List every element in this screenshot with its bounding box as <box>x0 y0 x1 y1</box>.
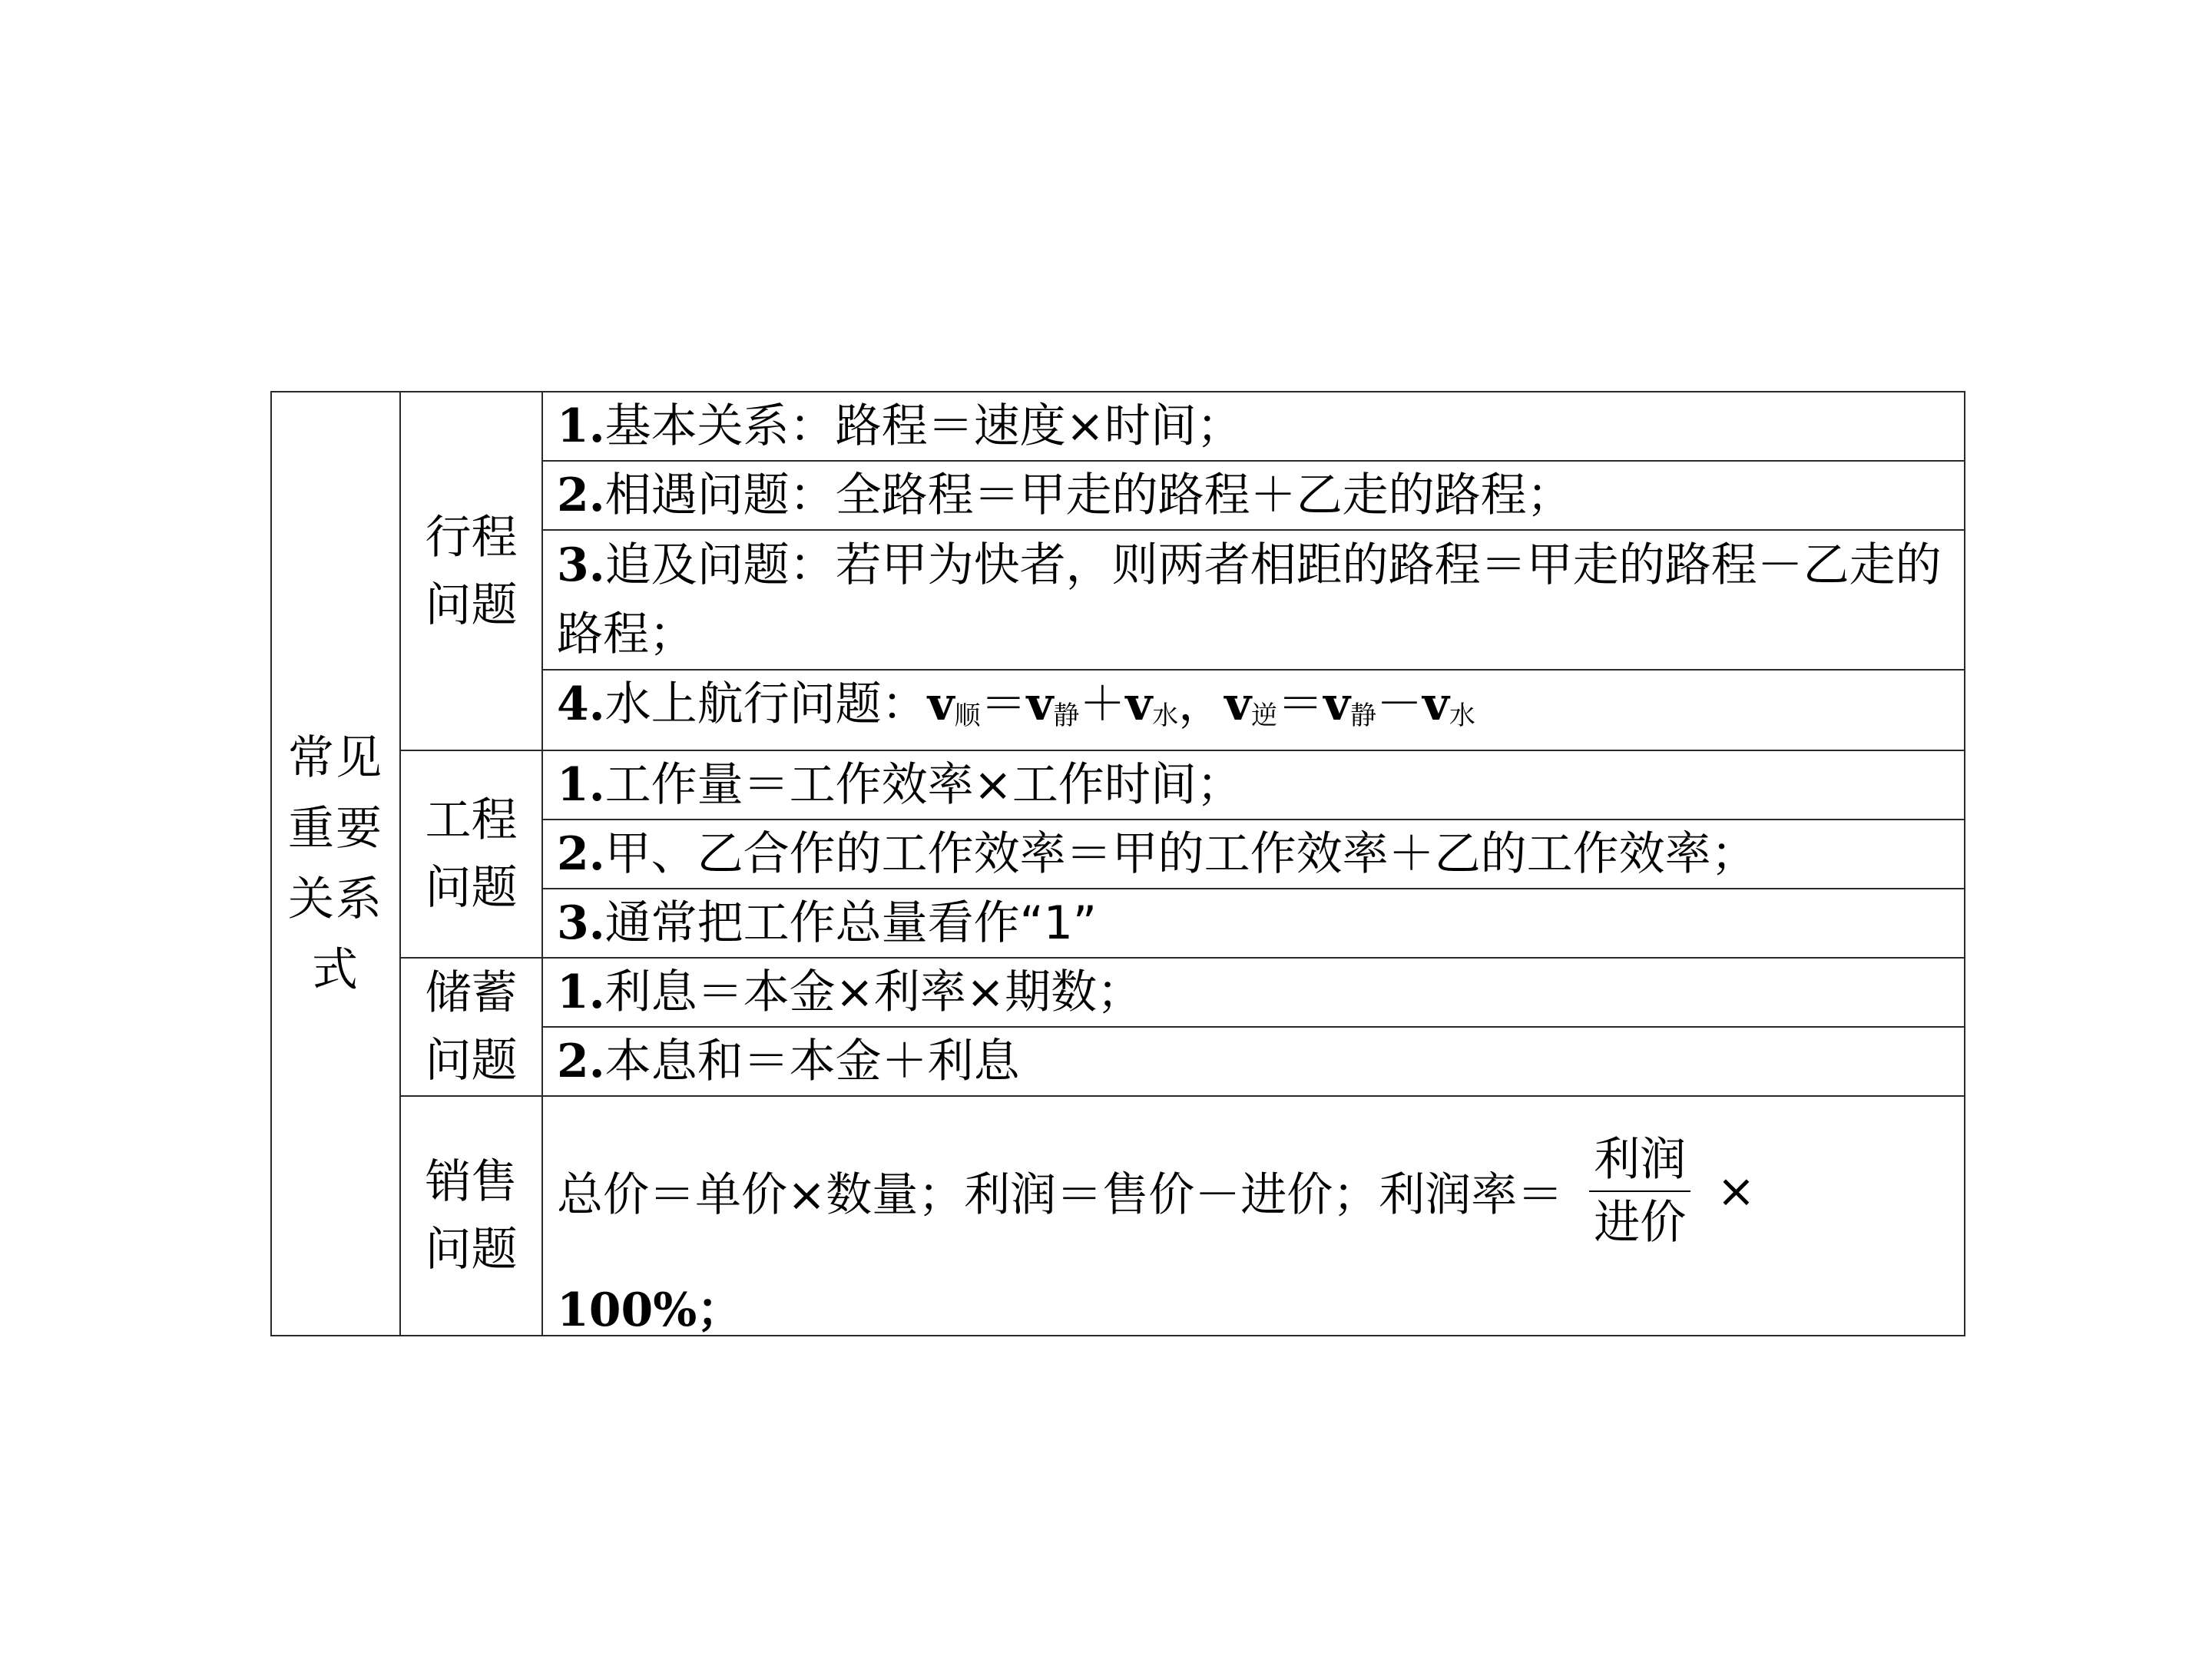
velocity-sub: 静 <box>1053 700 1080 731</box>
category-line: 式 <box>312 942 359 997</box>
item-text: 追及问题：若甲为快者，则两者相距的路程＝甲走的路程－乙走的路程； <box>557 538 1942 661</box>
savings-item-1 <box>542 958 1965 1027</box>
work-item-1 <box>542 750 1965 820</box>
fraction-numerator: 利润 <box>1589 1129 1690 1192</box>
group-label-savings <box>400 958 542 1096</box>
group-label-sales <box>400 1096 542 1336</box>
item-number: 2. <box>557 827 605 881</box>
item-text: 工作量＝工作效率×工作时间； <box>604 758 1243 812</box>
travel-item-4 <box>542 670 1965 750</box>
item-text: 水上航行问题： <box>604 677 928 731</box>
category-line: 关系 <box>288 872 383 926</box>
item-number: 3. <box>557 538 605 592</box>
item-number: 4. <box>557 677 605 731</box>
work-item-2 <box>542 820 1965 889</box>
velocity-var: v <box>1224 677 1252 731</box>
item-text: 甲、乙合作的工作效率＝甲的工作效率＋乙的工作效率； <box>604 827 1757 881</box>
item-text: 相遇问题：全路程＝甲走的路程＋乙走的路程； <box>604 469 1573 522</box>
velocity-var: v <box>1026 677 1054 731</box>
velocity-sub: 顺 <box>954 700 981 731</box>
item-number: 2. <box>557 469 605 522</box>
travel-item-1 <box>542 392 1965 461</box>
category-line: 重要 <box>288 801 383 856</box>
item-number: 1. <box>557 758 605 812</box>
minus-sign: － <box>1376 677 1423 731</box>
item-number: 1. <box>557 965 605 1019</box>
group-label-travel <box>400 392 542 750</box>
fraction-denominator: 进价 <box>1594 1196 1687 1250</box>
item-text: 基本关系：路程＝速度×时间； <box>604 399 1243 453</box>
item-text: 本息和＝本金＋利息 <box>604 1035 1020 1088</box>
velocity-var: v <box>1125 677 1153 731</box>
travel-item-3 <box>542 530 1965 670</box>
relations-table <box>270 391 1965 1336</box>
item-text: 利息＝本金×利率×期数； <box>604 965 1144 1019</box>
sales-formula <box>542 1096 1965 1336</box>
velocity-var: v <box>927 677 955 731</box>
sales-formula-line <box>557 1129 1756 1253</box>
sales-text: 总价＝单价×数量；利润＝售价－进价；利润率＝ <box>557 1168 1564 1222</box>
group-label-line: 问题 <box>425 861 518 915</box>
velocity-sub: 静 <box>1350 700 1377 731</box>
velocity-sub: 逆 <box>1251 700 1278 731</box>
velocity-sub: 水 <box>1152 700 1179 731</box>
group-label-line: 问题 <box>425 1034 518 1088</box>
group-label-line: 工程 <box>425 793 518 847</box>
group-label-line: 销售 <box>425 1155 518 1209</box>
group-label-line: 问题 <box>425 1223 518 1277</box>
comma: ， <box>1178 677 1225 731</box>
item-number: 2. <box>557 1035 605 1088</box>
group-label-line: 储蓄 <box>425 966 518 1020</box>
equals-sign: ＝ <box>980 677 1027 731</box>
velocity-var: v <box>1323 677 1351 731</box>
work-item-3 <box>542 889 1965 958</box>
item-number: 3. <box>557 896 605 950</box>
item-number: 1. <box>557 399 605 453</box>
equals-sign: ＝ <box>1277 677 1324 731</box>
category-cell <box>271 392 400 1336</box>
plus-sign: ＋ <box>1079 677 1126 731</box>
group-label-line: 行程 <box>425 510 518 565</box>
travel-item-2 <box>542 461 1965 530</box>
group-label-line: 问题 <box>425 578 518 632</box>
sales-tail: 100%； <box>557 1283 743 1337</box>
savings-item-2 <box>542 1027 1965 1096</box>
category-line: 常见 <box>288 730 383 785</box>
profit-rate-fraction <box>1589 1129 1690 1253</box>
item-text: 通常把工作总量看作“1” <box>604 896 1097 950</box>
velocity-sub: 水 <box>1449 700 1475 731</box>
velocity-var: v <box>1422 677 1449 731</box>
times-sign: × <box>1717 1164 1756 1218</box>
group-label-work <box>400 750 542 958</box>
